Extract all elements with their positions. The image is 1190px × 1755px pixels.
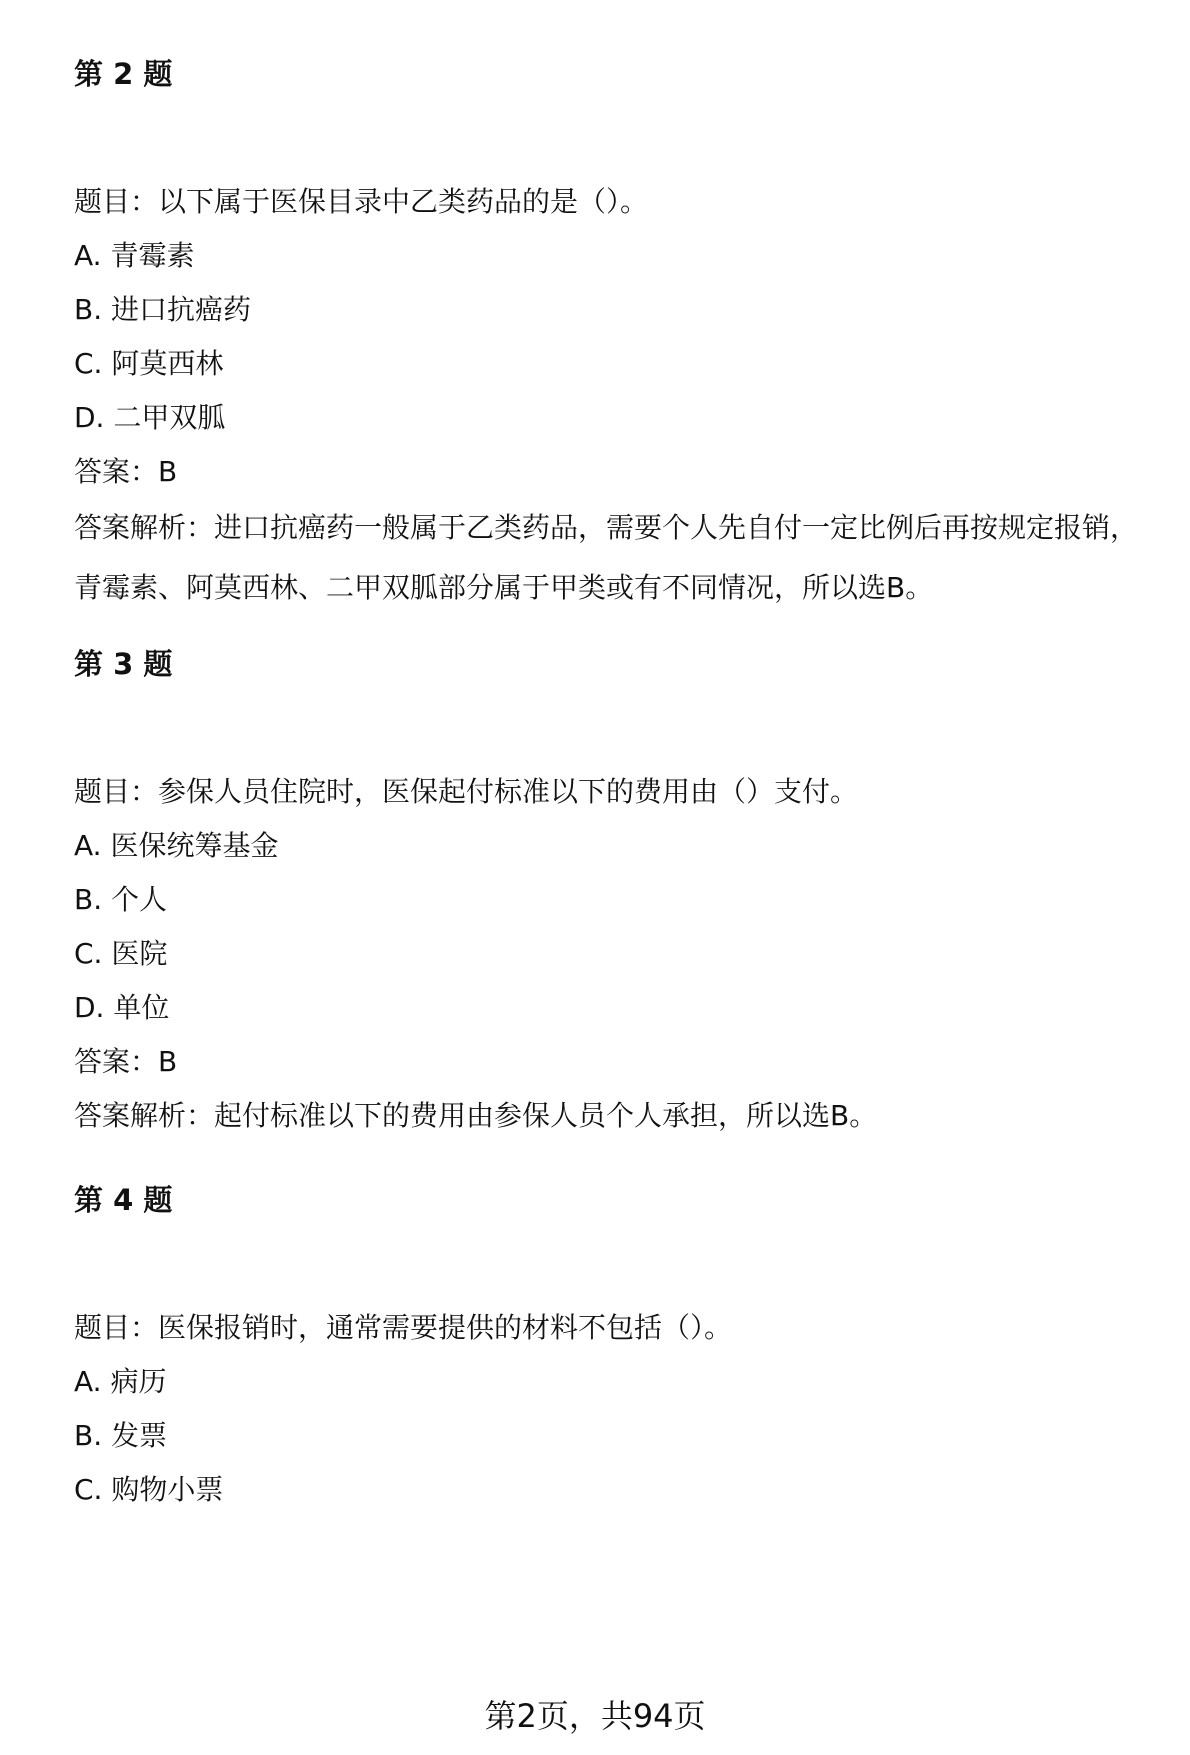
option-b: B. 个人 bbox=[74, 883, 168, 916]
option-a: A. 青霉素 bbox=[74, 239, 195, 272]
answer: 答案：B bbox=[74, 455, 178, 488]
page-number: 第2页，共94页 bbox=[484, 1697, 706, 1735]
option-c: C. 医院 bbox=[74, 937, 168, 970]
option-d: D. 单位 bbox=[74, 991, 170, 1024]
answer-analysis: 答案解析：起付标准以下的费用由参保人员个人承担，所以选B。 bbox=[74, 1099, 878, 1132]
question-stem: 题目：参保人员住院时，医保起付标准以下的费用由（）支付。 bbox=[74, 775, 859, 808]
question-heading: 第 2 题 bbox=[74, 57, 173, 91]
answer-analysis: 答案解析：进口抗癌药一般属于乙类药品，需要个人先自付一定比例后再按规定报销，青霉素、阿莫西林、二甲双胍部分属于甲类或有不同情况，所以选B。 bbox=[74, 511, 1139, 604]
option-c: C. 购物小票 bbox=[74, 1473, 224, 1506]
question-heading: 第 3 题 bbox=[74, 647, 173, 681]
question-stem: 题目：以下属于医保目录中乙类药品的是（）。 bbox=[74, 185, 649, 218]
option-a: A. 病历 bbox=[74, 1365, 167, 1398]
option-a: A. 医保统筹基金 bbox=[74, 829, 279, 862]
option-b: B. 进口抗癌药 bbox=[74, 293, 252, 326]
option-d: D. 二甲双胍 bbox=[74, 401, 226, 434]
answer: 答案：B bbox=[74, 1045, 178, 1078]
question-heading: 第 4 题 bbox=[74, 1183, 173, 1217]
question-stem: 题目：医保报销时，通常需要提供的材料不包括（）。 bbox=[74, 1311, 733, 1344]
option-b: B. 发票 bbox=[74, 1419, 168, 1452]
option-c: C. 阿莫西林 bbox=[74, 347, 224, 380]
